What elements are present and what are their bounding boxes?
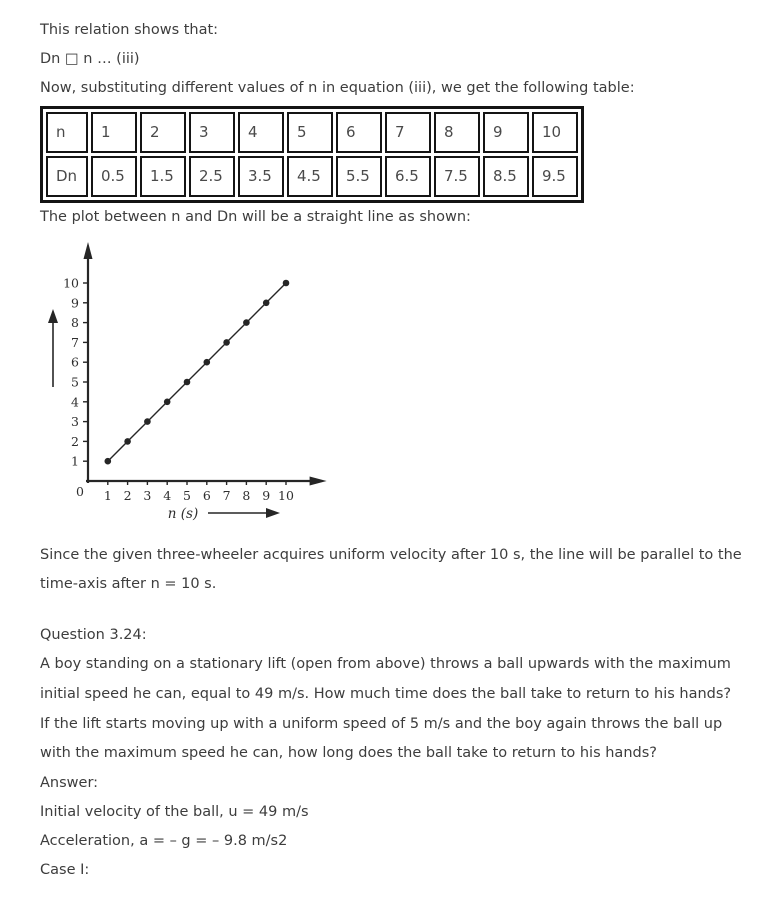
intro-line-3: Now, substituting different values of n in equation (iii), we get the following table: (40, 80, 635, 96)
relation-equation: Dn □ n … (iii) (40, 51, 140, 67)
table-cell: 8 (434, 112, 480, 153)
table-row-n (46, 112, 578, 153)
question-text: A boy standing on a stationary lift (open from above) throws a ball upwards with the maximum initial speed he can, equal to 49 m/s. How much time does the ball take to return to his hands? If the lift starts moving up with a uniform speed of 5 m/s and the boy again throws the ball up with the maximum speed he can, how long does the ball take to return to his hands? (40, 656, 732, 762)
table-cell: 1 (91, 112, 137, 153)
table-row-dn (46, 156, 578, 197)
svg-text:1: 1 (71, 453, 79, 469)
dn-values-table (40, 106, 584, 203)
svg-text:3: 3 (71, 414, 79, 430)
table-cell: 6 (336, 112, 382, 153)
table-cell: 3.5 (238, 156, 284, 197)
svg-text:1: 1 (103, 488, 112, 503)
svg-text:10: 10 (278, 488, 294, 503)
svg-text:8: 8 (242, 488, 251, 503)
svg-text:3: 3 (143, 488, 152, 503)
table-cell: 0.5 (91, 156, 137, 197)
conclusion-text: Since the given three-wheeler acquires uniform velocity after 10 s, the line will be parallel to the time-axis after n = 10 s. (40, 547, 742, 592)
table-cell: Dn (46, 156, 88, 197)
table-cell: 4 (238, 112, 284, 153)
table-cell: 9.5 (532, 156, 578, 197)
svg-text:9: 9 (262, 488, 271, 503)
table-cell: 8.5 (483, 156, 529, 197)
svg-text:9: 9 (71, 295, 79, 311)
dn-vs-n-chart (40, 236, 360, 522)
svg-text:5: 5 (183, 488, 191, 503)
table-cell: 7.5 (434, 156, 480, 197)
table-cell: 9 (483, 112, 529, 153)
svg-text:2: 2 (123, 488, 132, 503)
svg-text:6: 6 (202, 488, 211, 503)
table-cell: 1.5 (140, 156, 186, 197)
answer-line-case: Case I: (40, 862, 90, 879)
answer-line-acceleration: Acceleration, a = – g = – 9.8 m/s2 (40, 833, 288, 850)
solution-page (40, 16, 744, 885)
svg-text:4: 4 (163, 488, 172, 503)
svg-text:0: 0 (76, 484, 84, 499)
svg-text:6: 6 (71, 354, 79, 370)
table-cell: 2 (140, 112, 186, 153)
question-number: Question 3.24: (40, 627, 147, 643)
svg-text:5: 5 (71, 374, 79, 390)
table-cell: 10 (532, 112, 578, 153)
table-cell: 3 (189, 112, 235, 153)
answer-label: Answer: (40, 775, 99, 792)
answer-line-velocity: Initial velocity of the ball, u = 49 m/s (40, 804, 309, 821)
svg-text:10: 10 (63, 275, 79, 291)
svg-text:7: 7 (222, 488, 231, 503)
table-cell: 5 (287, 112, 333, 153)
chart-container (40, 236, 744, 533)
plot-caption: The plot between n and Dn will be a straight line as shown: (40, 209, 471, 225)
svg-text:7: 7 (71, 334, 79, 350)
svg-text:8: 8 (71, 315, 79, 331)
table-cell: 2.5 (189, 156, 235, 197)
table-cell: 7 (385, 112, 431, 153)
table-cell: 6.5 (385, 156, 431, 197)
table-cell: 5.5 (336, 156, 382, 197)
svg-text:n (s): n (s) (167, 506, 199, 522)
svg-text:4: 4 (71, 394, 79, 410)
table-cell: 4.5 (287, 156, 333, 197)
intro-line-1: This relation shows that: (40, 22, 219, 38)
svg-text:2: 2 (71, 433, 79, 449)
table-cell: n (46, 112, 88, 153)
